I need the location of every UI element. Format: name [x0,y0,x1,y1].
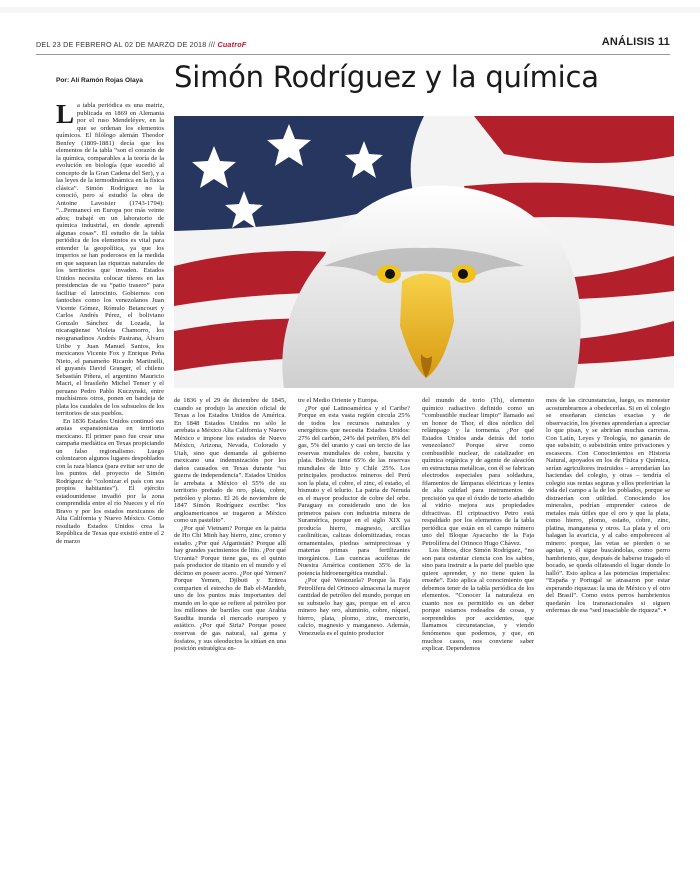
article-column-3 [298,397,410,847]
article-column-2 [174,397,286,847]
column-paragraph: a tabla periódica es una matriz, publicada en 1869 en Alemania por el ruso Mendeléyev, en la que se ordenan los elementos químicos. El filólogo alemán Theodor Benfey (1809-1881) decía que los elementos de la tabla “son el corazón de la química, comparables a la teoría de la evolución en biología (que sucedió al concepto de la Gran Cadena del Ser), y a las leyes de la termodinámica en la física clásica”. Simón Rodríguez no la conoció, pero sí estudió la obra de Antoine Lavoisier (1743-1794): “...Permanecí en Europa por más veinte años; trabajé en un laboratorio de química industrial, en donde aprendí algunas cosas”. El estudio de la tabla periódica de los elementos es vital para entender la geopolítica, ya que los imperios se han poderosos en la medida en que saquean las riquezas naturales de los territorios que invaden. Estados Unidos necesita colocar títeres en las presidencias de su “patio trasero” para facilitar el latrocinio. Gobiernos con fantoches como los venezolanos Juan Vicente Gómez, Rómulo Betancourt y Carlos Andrés Pérez, el boliviano Gonzalo Sánchez de Lozada, la nicaragüense Violeta Chamorro, los neogranadinos Andrés Pastrana, Álvaro Uribe y Juan Manuel Santos, los mexicanos Vicente Fox y Enrique Peña Nieto, el panameño Ricardo Martinelli, el guyanés David Granger, el chileno Sebastián Piñera, el argentino Mauricio Macri, el brasileño Michel Temer y el peruano Pedro Pablo Kuczynski, entre muchísimos otros, ponen en bandeja de plata los caudales de los subsuelos de los territorios de sus pueblos. [56,102,164,418]
column-paragraph: mos de las circunstancias, luego, es menester acostumbrarnos a obedecerlas. Si en el colegio se enseñaran ciencias exactas y de observación, los jóvenes aprenderían a apreciar lo que pisan, y se abrirían muchas carreras. Con Latín, Leyes y Teología, no ganarán de que subsistir, o subsistirán entre privaciones y escaseces. Con Conocimientos en Historia Natural, apoyados en los de Física y Química, serían agricultores instruidos – arrendarían las haciendas del colegio, y otras – tendría el colegio sus rentas seguras y ellos preferirían la vida del campo a la de los poblados, porque se distraerían con utilidad. Conociendo los minerales, podrían emprender cateos de metales más útiles que el oro y que la plata, como hierro, plomo, estaño, cobre, zinc, platina, manganesa y otros. La plata y el oro halagan la avaricia, y al cabo empobrecen al minero: porque, las vetas se pierden o se agotan, y él sigue buscándolas, como perro hambriento, que, después de haberse tragado el bocado, se queda olfateando el lugar donde lo halló”. Esto aplica a las potencias imperiales: “España y Portugal se atrasaron por estar esperando riquezas: la una de México y el otro del Brasil”. Como estos perros hambrientos quedarán los transnacionales si siguen enfermas de esa “sed insaciable de riqueza”. ▪ [546,397,670,615]
column-paragraph: ¿Por qué Vietnam? Porque en la patria de Ho Chi Minh hay hierro, zinc, cromo y estaño. ¿Por qué Afganistán? Porque allí hay grandes yacimientos de litio. ¿Por qué Ucrania? Porque tiene gas, es el quinto país productor de titanio en el mundo y el décimo en poseer acero. ¿Por qué Yemen? Porque Yemen, Djibuti y Eritrea comparten el estrecho de Bab el-Mandeb, uno de los puntos más importantes del mundo en lo que se refiere al petróleo por los millones de barriles con que Arabia Saudita inunda el mercado europeo y asiático. ¿Por qué Siria? Porque posee reservas de gas natural, sal gema y fosfatos, y sus oleoductos la sitúan en una posición estratégica en- [174,524,286,653]
author-byline: Por: Alí Ramón Rojas Olaya [56,77,143,84]
publication-logo: CuatroF [217,40,247,49]
drop-cap: L [56,102,75,129]
top-color-strip [0,0,700,6]
column-paragraph: Los libros, dice Simón Rodríguez, “no son para ostentar ciencia con los sabios, sino para instruir a la parte del pueblo que quiere aprender, y no tiene quien la enseñe”. Esto aplica al conocimiento que debemos tener de la tabla periódica de los elementos. “Conocer la naturaleza en cuanto nos es permitido es un deber porque estamos rodeados de cosas, y sorprendidos por accidentes, que llamamos circunstancias, y viendo fenómenos que podemos, y que, en muchos casos, nos conviene saber explicar. Dependemos [422,547,534,653]
column-paragraph: ¿Por qué Venezuela? Porque la Faja Petrolífera del Orinoco almacena la mayor cantidad de petróleo del mundo, porque en su subsuelo hay gas, porque en el arco minero hay oro, aluminio, cobre, níquel, hierro, plata, plomo, zinc, mercurio, calcio, magnesio y manganeso. Además, Venezuela es el quinto productor [298,577,410,637]
article-column-5 [546,397,670,847]
photo-illustration [174,116,674,388]
column-paragraph: tre el Medio Oriente y Europa. [298,397,379,404]
column-paragraph: En 1836 Estados Unidos continuó sus ansias expansionistas en territorio mexicano. El primer paso fue crear una campaña mediática en Texas propiciando un falso regionalismo. Luego colonizaron algunos lugares despoblados con la raza blanca (para evitar ser uno de los puntos del proyecto de Simón Rodríguez de “colonizar el país con sus propios habitantes”). El ejército estadounidense invadió por la zona comprendida entre el río Nueces y el río Bravo y por los estados mexicanos de Alta California y Nuevo México. Como resultado Estados Unidos crea la República de Texas que existió entre el 2 de marzo [56,417,164,545]
column-paragraph: ¿Por qué Latinoamérica y el Caribe? Porque en esta vasta región circula 25% de todos los recursos naturales y energéticos que necesita Estados Unidos: 27% del carbón, 24% del petróleo, 8% del gas, 5% del uranio y casi un tercio de las reservas mundiales de cobre, bauxita y plata. Bolivia tiene 65% de las reservas mundiales de litio y Chile 25%. Los principales productos mineros del Perú son la plata, el cobre, el zinc, el estaño, el bismuto y el telurio. La patria de Neruda es el mayor productor de cobre del orbe. Paraguay es considerado uno de los primeros países con industria minera de Suramérica, porque en el siglo XIX ya producía hierro, magnesio, arcillas caoliníticas, calizas dolomitizadas, rocas ornamentales, piedras semipreciosas y materias primas para fertilizantes inorgánicos. Las cuencas acuíferas de Nuestra América contienen 35% de la potencia hidroenergética mundial. [298,404,410,577]
column-paragraph: del mundo de torio (Th), elemento químico radiactivo definido como un “combustible nuclear limpio” llamado así en honor de Thor, el dios nórdico del relámpago y la tormenta. ¿Por qué Estados Unidos anda detrás del torio venezolano? Porque sirve como combustible nuclear, de catalizador en química orgánica y de agente de aleación en estructuras metálicas, con él se fabrican electrodos especiales para soldadura, filamentos de lámparas eléctricas y lentes de alta calidad para instrumentos de precisión ya que el óxido de torio añadido al vidrio mejora sus propiedades difractivas. El criptoactivo Petro está respaldado por los elementos de la tabla periódica que están en el campo número uno del Bloque Ayacucho de la Faja Petrolífera del Orinoco Hugo Chávez. [422,397,534,547]
section-label: ANÁLISIS 11 [601,36,670,48]
page-header [36,36,670,50]
column-paragraph: de 1836 y el 29 de diciembre de 1845, cuando se produjo la anexión oficial de Texas a los Estados Unidos de América. En 1848 Estados Unidos no sólo le arrebata a México Alta California y Nuevo México e impone los estados de Nuevo México, Arizona, Nevada, Colorado y Utah, sino que demanda al gobierno mexicano una indemnización por los daños causados en Texas durante “su guerra de independencia”. Estados Unidos le arrebata a México el 55% de su territorio preñado de oro, plata, cobre, petróleo y plomo. El 26 de noviembre de 1847 Simón Rodríguez escribe: “los angloamericanos se tragaron a México como un pastelito”. [174,397,286,525]
eagle-flag-photo [174,116,674,388]
article-title: Simón Rodríguez y la química [174,60,599,94]
issue-date: DEL 23 DE FEBRERO AL 02 DE MARZO DE 2018 /// CuatroF [36,40,247,49]
header-divider [36,54,670,55]
article-column-1 [56,102,164,850]
article-column-4 [422,397,534,847]
